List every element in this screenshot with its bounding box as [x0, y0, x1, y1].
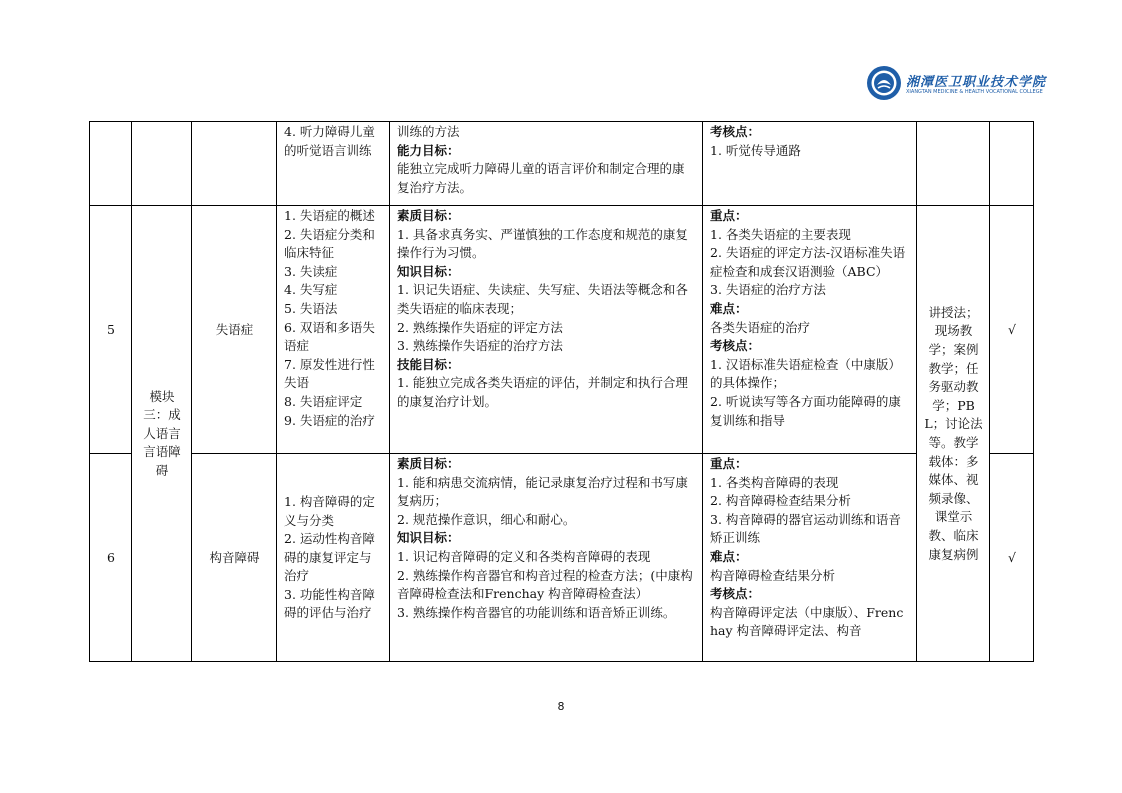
content-item: 2. 运动性构音障碍的康复评定与治疗 [284, 531, 375, 584]
content-cell [277, 454, 390, 662]
methods-cell: 讲授法；现场教学；案例教学；任务驱动教学；PBL；讨论法等。教学载体：多媒体、视频录像、课堂示教、临床康复病例 [917, 206, 990, 662]
content-item: 9. 失语症的治疗 [284, 412, 375, 428]
keypoint-label: 难点： [710, 548, 748, 564]
table-row [90, 206, 1034, 454]
content-item: 1. 失语症的概述 [284, 208, 375, 223]
keypoint-label: 重点： [710, 208, 748, 223]
objective-label: 素质目标： [397, 456, 460, 471]
keypoints-cell [703, 454, 917, 662]
keypoint-text: 1. 各类构音障碍的表现 [710, 474, 839, 490]
objective-text: 1. 识记失语症、失读症、失写症、失语法等概念和各类失语症的临床表现； [397, 282, 688, 316]
college-name: 湘潭医卫职业技术学院 [906, 75, 1047, 90]
table-row [90, 454, 1034, 662]
keypoint-text: 3. 构音障碍的器官运动训练和语音矫正训练 [710, 511, 901, 546]
objective-text: 2. 熟练操作构音器官和构音过程的检查方法；(中康构音障碍检查法和Frenchay 构音障碍检查法） [397, 567, 693, 602]
objective-text: 1. 能和病患交流病情，能记录康复治疗过程和书写康复病历； [397, 474, 688, 509]
objective-text: 1. 具备求真务实、严谨慎独的工作态度和规范的康复操作行为习惯。 [397, 226, 688, 261]
objectives-cell [390, 206, 703, 454]
content-cell [277, 206, 390, 454]
keypoint-text: 1. 听觉传导通路 [710, 142, 801, 158]
objective-text: 1. 识记构音障碍的定义和各类构音障碍的表现 [397, 548, 651, 564]
objective-text: 3. 熟练操作构音器官的功能训练和语音矫正训练。 [397, 604, 676, 620]
objective-text: 1. 能独立完成各类失语症的评估，并制定和执行合理的康复治疗计划。 [397, 375, 688, 409]
table-row [90, 122, 1034, 206]
objectives-cell [390, 122, 703, 206]
content-item: 4. 听力障碍儿童的听觉语言训练 [284, 124, 375, 158]
content-cell [277, 122, 390, 206]
objective-label: 素质目标： [397, 208, 460, 223]
objective-label: 技能目标： [397, 356, 460, 372]
keypoint-text: 1. 各类失语症的主要表现 [710, 226, 851, 242]
objective-text: 2. 规范操作意识，细心和耐心。 [397, 511, 576, 527]
content-item: 6. 双语和多语失语症 [284, 319, 375, 354]
keypoints-cell [703, 122, 917, 206]
keypoint-label: 考核点： [710, 586, 761, 602]
content-item: 1. 构音障碍的定义与分类 [284, 493, 375, 528]
objectives-cell [390, 454, 703, 662]
check-cell: √ [990, 454, 1034, 662]
topic-cell: 构音障碍 [192, 454, 277, 662]
content-item: 4. 失写症 [284, 282, 338, 298]
content-item: 7. 原发性进行性失语 [284, 356, 375, 391]
objective-text: 训练的方法 [397, 124, 460, 139]
keypoint-text: 各类失语症的治疗 [710, 319, 811, 335]
keypoint-label: 重点： [710, 456, 748, 471]
module-cell: 模块三：成人语言言语障碍 [132, 206, 192, 662]
keypoint-text: 1. 汉语标准失语症检查（中康版）的具体操作； [710, 356, 901, 391]
content-item: 3. 功能性构音障碍的评估与治疗 [284, 586, 375, 621]
objective-label: 能力目标： [397, 142, 460, 158]
methods-cell [917, 122, 990, 206]
objective-label: 知识目标： [397, 530, 460, 546]
row-number-cell [90, 122, 132, 206]
college-name-english: XIANGTAN MEDICINE & HEALTH VOCATIONAL COLLEGE [906, 89, 1043, 95]
objective-text: 3. 熟练操作失语症的治疗方法 [397, 338, 563, 354]
keypoint-text: 2. 失语症的评定方法-汉语标准失语症检查和成套汉语测验（ABC） [710, 245, 906, 279]
content-item: 8. 失语症评定 [284, 393, 363, 409]
module-cell [132, 122, 192, 206]
row-number-cell: 5 [90, 206, 132, 454]
row-number-cell: 6 [90, 454, 132, 662]
curriculum-table [89, 121, 1034, 662]
college-emblem-icon [866, 65, 902, 101]
objective-text: 能独立完成听力障碍儿童的语言评价和制定合理的康复治疗方法。 [397, 161, 685, 195]
keypoint-label: 考核点： [710, 124, 761, 139]
college-logo [866, 65, 1046, 105]
keypoint-text: 3. 失语症的治疗方法 [710, 282, 826, 298]
content-item: 3. 失读症 [284, 263, 338, 279]
keypoint-text: 构音障碍检查结果分析 [710, 567, 836, 583]
keypoint-text: 构音障碍评定法（中康版）、Frenchay 构音障碍评定法、构音 [710, 604, 904, 639]
topic-cell: 失语症 [192, 206, 277, 454]
check-cell: √ [990, 206, 1034, 454]
check-cell [990, 122, 1034, 206]
content-item: 5. 失语法 [284, 300, 338, 316]
topic-cell [192, 122, 277, 206]
keypoint-text: 2. 构音障碍检查结果分析 [710, 493, 851, 509]
keypoint-label: 难点： [710, 300, 748, 316]
content-item: 2. 失语症分类和临床特征 [284, 226, 375, 261]
keypoints-cell [703, 206, 917, 454]
objective-text: 2. 熟练操作失语症的评定方法 [397, 319, 563, 335]
page-number: 8 [557, 700, 565, 713]
keypoint-label: 考核点： [710, 338, 761, 354]
objective-label: 知识目标： [397, 263, 460, 279]
keypoint-text: 2. 听说读写等各方面功能障碍的康复训练和指导 [710, 393, 901, 428]
